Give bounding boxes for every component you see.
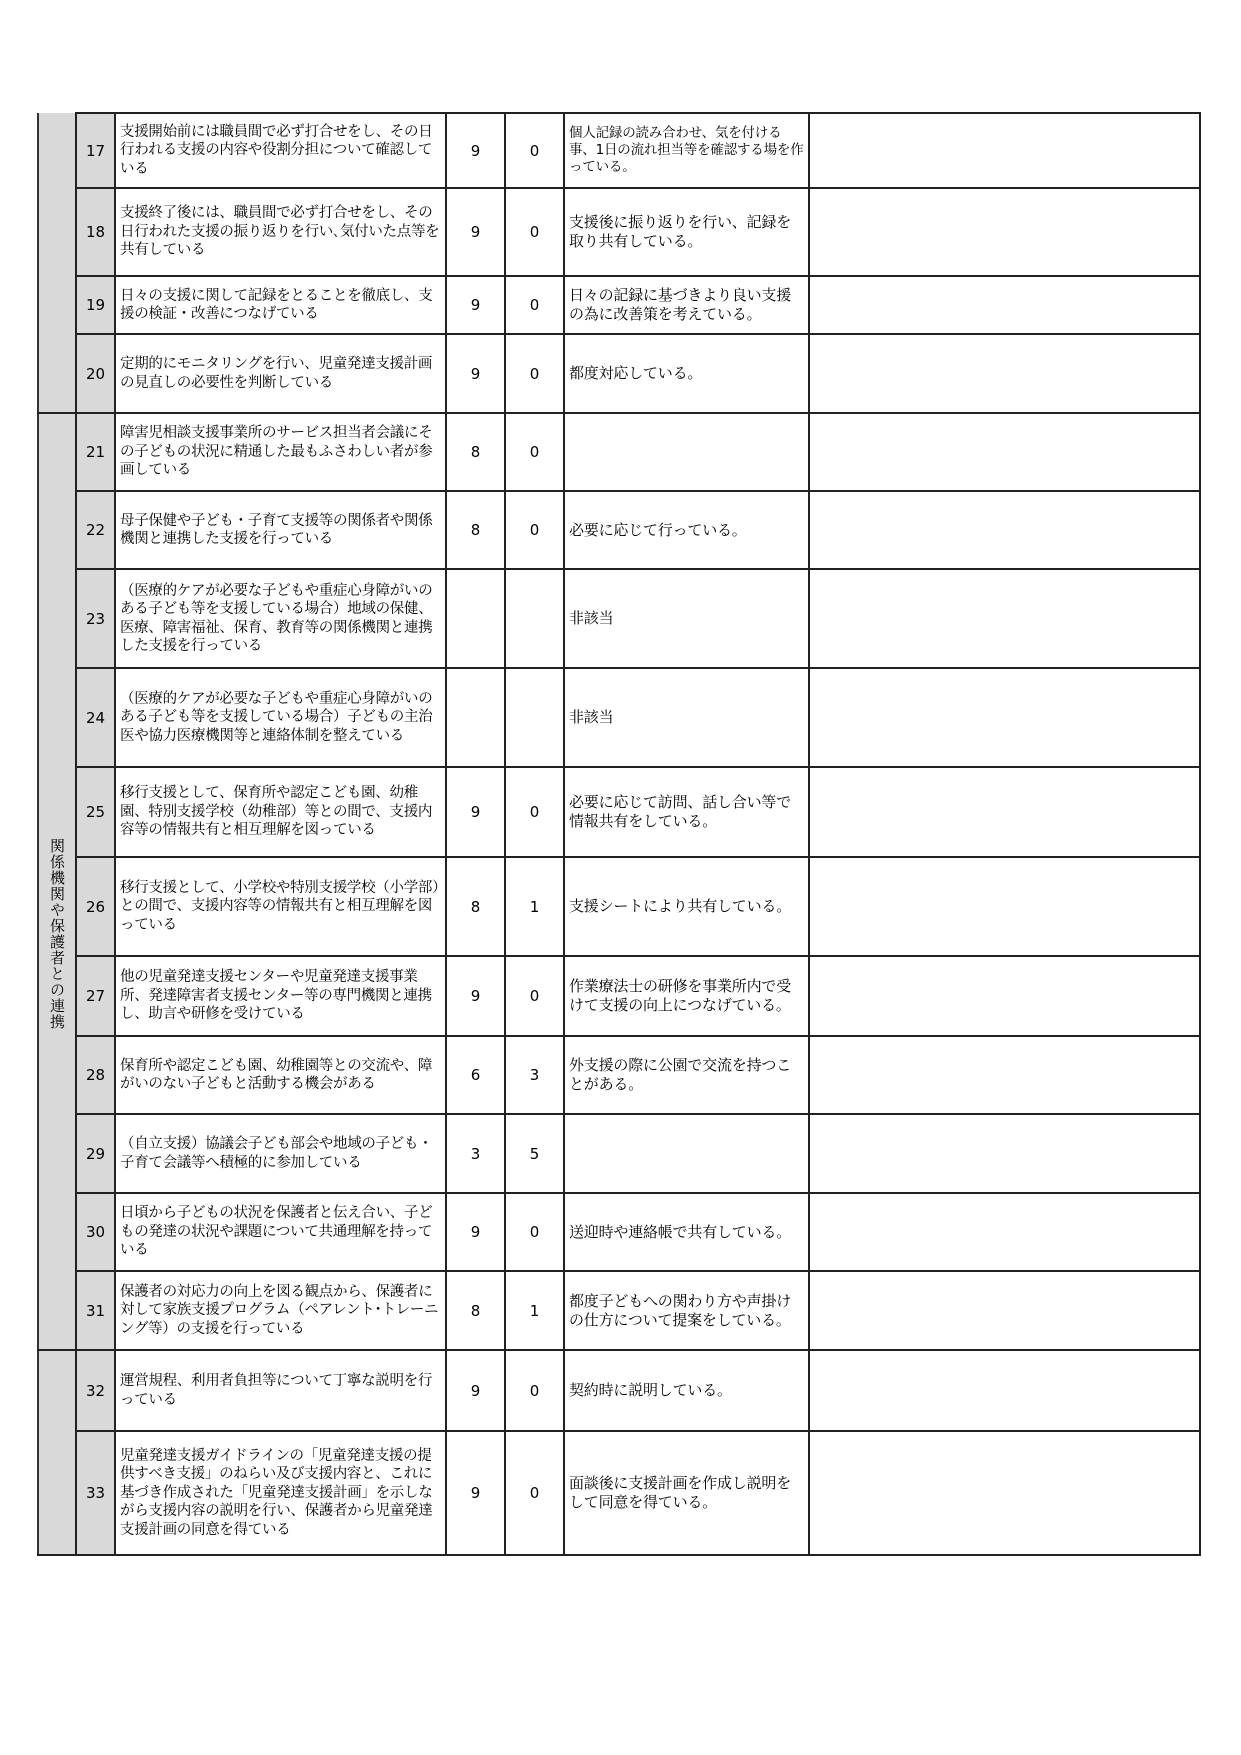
yes-count: 9 bbox=[446, 1431, 505, 1555]
staff-comment: 非該当 bbox=[564, 668, 809, 767]
table-row bbox=[38, 1431, 1200, 1555]
no-count: 0 bbox=[505, 413, 564, 491]
staff-comment bbox=[564, 413, 809, 491]
yes-count: 8 bbox=[446, 491, 505, 569]
no-count: 0 bbox=[505, 956, 564, 1036]
no-count: 0 bbox=[505, 113, 564, 188]
question-text: 保護者の対応力の向上を図る観点から、保護者に対して家族支援プログラム（ペアレント･トレーニング等）の支援を行っている bbox=[115, 1271, 446, 1350]
no-count bbox=[505, 668, 564, 767]
item-number: 33 bbox=[76, 1431, 115, 1555]
question-text: 支援開始前には職員間で必ず打合せをし、その日行われる支援の内容や役割分担について確認している bbox=[115, 113, 446, 188]
no-count: 0 bbox=[505, 767, 564, 857]
question-text: （医療的ケアが必要な子どもや重症心身障がいのある子ども等を支援している場合）子どもの主治医や協力医療機関等と連絡体制を整えている bbox=[115, 668, 446, 767]
item-number: 28 bbox=[76, 1036, 115, 1114]
staff-comment: 日々の記録に基づきより良い支援の為に改善策を考えている。 bbox=[564, 276, 809, 334]
improvement-note bbox=[809, 491, 1200, 569]
improvement-note bbox=[809, 1114, 1200, 1193]
staff-comment bbox=[564, 1114, 809, 1193]
table-row bbox=[38, 668, 1200, 767]
table-row bbox=[38, 1271, 1200, 1350]
item-number: 19 bbox=[76, 276, 115, 334]
no-count: 1 bbox=[505, 1271, 564, 1350]
yes-count: 8 bbox=[446, 857, 505, 956]
no-count: 0 bbox=[505, 188, 564, 276]
table-row bbox=[38, 276, 1200, 334]
evaluation-table bbox=[37, 112, 1201, 1556]
question-text: 日々の支援に関して記録をとることを徹底し、支援の検証・改善につなげている bbox=[115, 276, 446, 334]
no-count: 5 bbox=[505, 1114, 564, 1193]
table-row bbox=[38, 334, 1200, 413]
category-cell bbox=[38, 113, 76, 413]
staff-comment: 都度子どもへの関わり方や声掛けの仕方について提案をしている。 bbox=[564, 1271, 809, 1350]
no-count: 0 bbox=[505, 276, 564, 334]
question-text: 母子保健や子ども・子育て支援等の関係者や関係機関と連携した支援を行っている bbox=[115, 491, 446, 569]
item-number: 31 bbox=[76, 1271, 115, 1350]
table-row bbox=[38, 569, 1200, 668]
no-count: 0 bbox=[505, 1193, 564, 1271]
table-row bbox=[38, 956, 1200, 1036]
improvement-note bbox=[809, 1271, 1200, 1350]
yes-count: 8 bbox=[446, 413, 505, 491]
item-number: 32 bbox=[76, 1350, 115, 1431]
staff-comment: 契約時に説明している。 bbox=[564, 1350, 809, 1431]
yes-count: 9 bbox=[446, 188, 505, 276]
no-count: 3 bbox=[505, 1036, 564, 1114]
improvement-note bbox=[809, 1350, 1200, 1431]
yes-count: 9 bbox=[446, 113, 505, 188]
staff-comment: 面談後に支援計画を作成し説明をして同意を得ている。 bbox=[564, 1431, 809, 1555]
staff-comment: 都度対応している。 bbox=[564, 334, 809, 413]
table-row bbox=[38, 767, 1200, 857]
table-row bbox=[38, 1114, 1200, 1193]
yes-count: 9 bbox=[446, 956, 505, 1036]
improvement-note bbox=[809, 668, 1200, 767]
yes-count: 9 bbox=[446, 767, 505, 857]
item-number: 18 bbox=[76, 188, 115, 276]
item-number: 22 bbox=[76, 491, 115, 569]
category-cell bbox=[38, 413, 76, 1350]
category-label: 関係機関や保護者との連携 bbox=[48, 838, 66, 1030]
yes-count: 9 bbox=[446, 334, 505, 413]
question-text: 障害児相談支援事業所のサービス担当者会議にその子どもの状況に精通した最もふさわしい者が参画している bbox=[115, 413, 446, 491]
staff-comment: 必要に応じて行っている。 bbox=[564, 491, 809, 569]
improvement-note bbox=[809, 113, 1200, 188]
item-number: 27 bbox=[76, 956, 115, 1036]
improvement-note bbox=[809, 569, 1200, 668]
improvement-note bbox=[809, 276, 1200, 334]
question-text: 日頃から子どもの状況を保護者と伝え合い、子どもの発達の状況や課題について共通理解を持っている bbox=[115, 1193, 446, 1271]
question-text: （自立支援）協議会子ども部会や地域の子ども・子育て会議等へ積極的に参加している bbox=[115, 1114, 446, 1193]
improvement-note bbox=[809, 1193, 1200, 1271]
item-number: 29 bbox=[76, 1114, 115, 1193]
no-count: 0 bbox=[505, 334, 564, 413]
staff-comment: 支援シートにより共有している。 bbox=[564, 857, 809, 956]
staff-comment: 支援後に振り返りを行い、記録を取り共有している。 bbox=[564, 188, 809, 276]
question-text: 運営規程、利用者負担等について丁寧な説明を行っている bbox=[115, 1350, 446, 1431]
yes-count: 3 bbox=[446, 1114, 505, 1193]
table-row bbox=[38, 188, 1200, 276]
question-text: 移行支援として、小学校や特別支援学校（小学部）との間で、支援内容等の情報共有と相互理解を図っている bbox=[115, 857, 446, 956]
question-text: 児童発達支援ガイドラインの「児童発達支援の提供すべき支援」のねらい及び支援内容と、これに基づき作成された「児童発達支援計画」を示しながら支援内容の説明を行い、保護者から児童発達支援計画の同意を得ている bbox=[115, 1431, 446, 1555]
table-row bbox=[38, 413, 1200, 491]
table-row bbox=[38, 113, 1200, 188]
no-count bbox=[505, 569, 564, 668]
yes-count: 9 bbox=[446, 276, 505, 334]
staff-comment: 外支援の際に公園で交流を持つことがある。 bbox=[564, 1036, 809, 1114]
question-text: 支援終了後には、職員間で必ず打合せをし、その日行われた支援の振り返りを行い､気付いた点等を共有している bbox=[115, 188, 446, 276]
improvement-note bbox=[809, 188, 1200, 276]
yes-count bbox=[446, 668, 505, 767]
improvement-note bbox=[809, 1431, 1200, 1555]
yes-count: 9 bbox=[446, 1350, 505, 1431]
item-number: 21 bbox=[76, 413, 115, 491]
no-count: 0 bbox=[505, 1431, 564, 1555]
improvement-note bbox=[809, 413, 1200, 491]
category-cell bbox=[38, 1350, 76, 1555]
staff-comment: 送迎時や連絡帳で共有している。 bbox=[564, 1193, 809, 1271]
staff-comment: 作業療法士の研修を事業所内で受けて支援の向上につなげている。 bbox=[564, 956, 809, 1036]
staff-comment: 必要に応じて訪問、話し合い等で情報共有をしている。 bbox=[564, 767, 809, 857]
item-number: 23 bbox=[76, 569, 115, 668]
yes-count: 6 bbox=[446, 1036, 505, 1114]
table-row bbox=[38, 491, 1200, 569]
improvement-note bbox=[809, 956, 1200, 1036]
no-count: 1 bbox=[505, 857, 564, 956]
yes-count: 9 bbox=[446, 1193, 505, 1271]
item-number: 25 bbox=[76, 767, 115, 857]
question-text: 他の児童発達支援センターや児童発達支援事業所、発達障害者支援センター等の専門機関と連携し、助言や研修を受けている bbox=[115, 956, 446, 1036]
table-row bbox=[38, 1036, 1200, 1114]
staff-comment: 個人記録の読み合わせ、気を付ける事、1日の流れ担当等を確認する場を作っている。 bbox=[564, 113, 809, 188]
question-text: （医療的ケアが必要な子どもや重症心身障がいのある子ども等を支援している場合）地域の保健、医療、障害福祉、保育、教育等の関係機関と連携した支援を行っている bbox=[115, 569, 446, 668]
no-count: 0 bbox=[505, 1350, 564, 1431]
improvement-note bbox=[809, 334, 1200, 413]
improvement-note bbox=[809, 767, 1200, 857]
item-number: 24 bbox=[76, 668, 115, 767]
question-text: 移行支援として、保育所や認定こども園、幼稚園、特別支援学校（幼稚部）等との間で、支援内容等の情報共有と相互理解を図っている bbox=[115, 767, 446, 857]
item-number: 20 bbox=[76, 334, 115, 413]
item-number: 17 bbox=[76, 113, 115, 188]
improvement-note bbox=[809, 1036, 1200, 1114]
table-row bbox=[38, 1193, 1200, 1271]
yes-count: 8 bbox=[446, 1271, 505, 1350]
no-count: 0 bbox=[505, 491, 564, 569]
staff-comment: 非該当 bbox=[564, 569, 809, 668]
table-row bbox=[38, 1350, 1200, 1431]
question-text: 定期的にモニタリングを行い、児童発達支援計画の見直しの必要性を判断している bbox=[115, 334, 446, 413]
item-number: 30 bbox=[76, 1193, 115, 1271]
yes-count bbox=[446, 569, 505, 668]
improvement-note bbox=[809, 857, 1200, 956]
item-number: 26 bbox=[76, 857, 115, 956]
question-text: 保育所や認定こども園、幼稚園等との交流や、障がいのない子どもと活動する機会がある bbox=[115, 1036, 446, 1114]
table-row bbox=[38, 857, 1200, 956]
